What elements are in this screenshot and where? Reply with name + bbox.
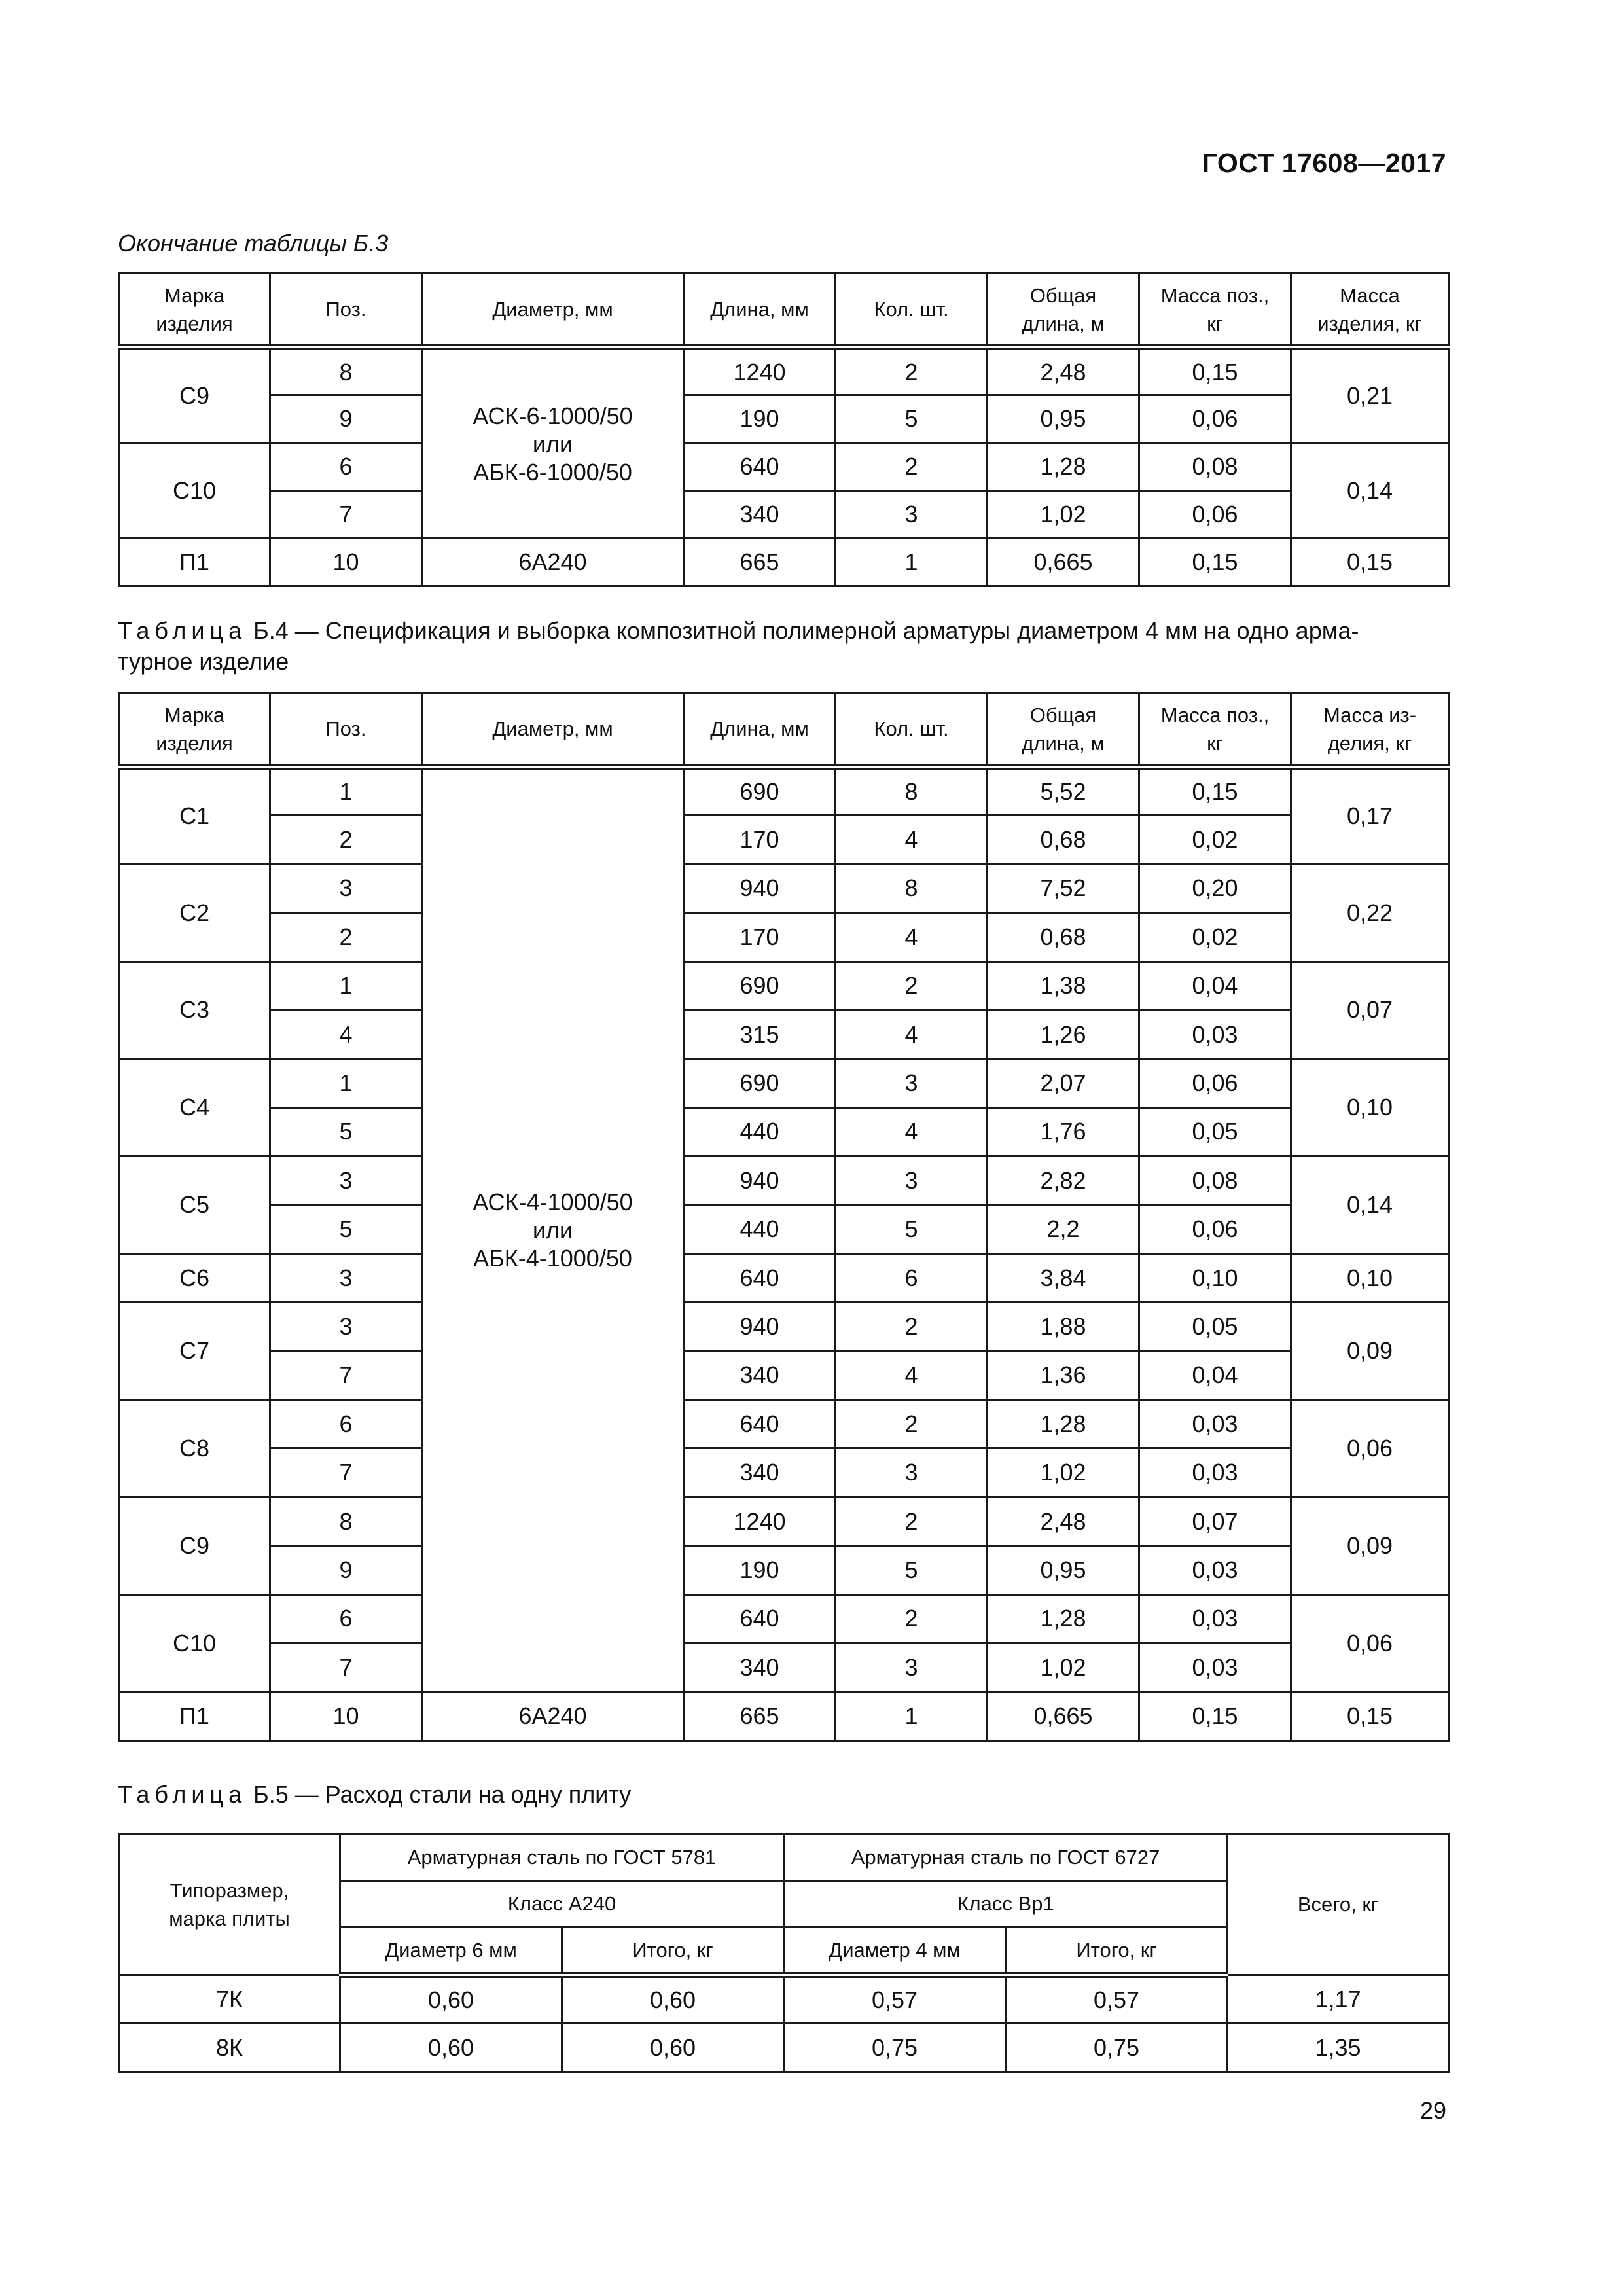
header-total: Всего, кг (1228, 1834, 1449, 1975)
item-mark-cell: С9 (119, 1497, 270, 1594)
table-b3 (118, 272, 1450, 587)
quantity-cell: 3 (836, 1157, 988, 1205)
table-row (119, 767, 1449, 816)
total-length-cell: 1,28 (988, 1594, 1139, 1643)
total-length-cell: 5,52 (988, 767, 1139, 816)
quantity-cell: 3 (836, 1643, 988, 1692)
position-cell: 10 (270, 539, 422, 586)
item-mark-cell: С2 (119, 864, 270, 961)
column-header: Масса из- делия, кг (1291, 693, 1449, 767)
total-length-cell: 1,02 (988, 1448, 1139, 1497)
position-cell: 7 (270, 1351, 422, 1399)
position-mass-cell: 0,03 (1139, 1546, 1291, 1594)
length-cell: 665 (684, 539, 836, 586)
item-mark-cell: С9 (119, 348, 270, 443)
column-header: Кол. шт. (836, 274, 988, 348)
item-mass-cell: 0,21 (1291, 348, 1449, 443)
total-length-cell: 0,68 (988, 816, 1139, 864)
item-mass-cell: 0,15 (1291, 539, 1449, 586)
total-length-cell: 2,07 (988, 1059, 1139, 1107)
position-mass-cell: 0,03 (1139, 1643, 1291, 1692)
quantity-cell: 8 (836, 767, 988, 816)
column-header: Масса изделия, кг (1291, 274, 1449, 348)
length-cell: 940 (684, 1302, 836, 1351)
item-mass-cell: 0,07 (1291, 961, 1449, 1059)
diameter-4-cell: 0,57 (784, 1975, 1006, 2024)
table-b4 (118, 692, 1450, 1742)
table-row (119, 1400, 1449, 1448)
length-cell: 940 (684, 1157, 836, 1205)
length-cell: 440 (684, 1205, 836, 1253)
quantity-cell: 5 (836, 1546, 988, 1594)
length-cell: 340 (684, 1351, 836, 1399)
table-row (119, 443, 1449, 491)
length-cell: 640 (684, 443, 836, 491)
quantity-cell: 2 (836, 1497, 988, 1545)
table-row (119, 1107, 1449, 1156)
total-length-cell: 1,36 (988, 1351, 1139, 1399)
column-header: Общая длина, м (988, 274, 1139, 348)
column-header: Масса поз., кг (1139, 274, 1291, 348)
item-mass-cell: 0,17 (1291, 767, 1449, 865)
table-row (119, 1975, 1449, 2024)
length-cell: 190 (684, 1546, 836, 1594)
item-mark-cell: С4 (119, 1059, 270, 1157)
diameter-cell: АСК-4-1000/50 или АБК-4-1000/50 (422, 767, 684, 1692)
position-mass-cell: 0,07 (1139, 1497, 1291, 1545)
length-cell: 1240 (684, 348, 836, 395)
table-row (119, 1010, 1449, 1058)
total-length-cell: 1,38 (988, 961, 1139, 1010)
table-row (119, 1497, 1449, 1545)
length-cell: 190 (684, 395, 836, 443)
item-mark-cell: С8 (119, 1400, 270, 1498)
position-mass-cell: 0,08 (1139, 443, 1291, 491)
position-mass-cell: 0,15 (1139, 539, 1291, 586)
column-header: Длина, мм (684, 693, 836, 767)
quantity-cell: 4 (836, 1107, 988, 1156)
total-length-cell: 2,48 (988, 348, 1139, 395)
quantity-cell: 4 (836, 913, 988, 961)
position-mass-cell: 0,03 (1139, 1448, 1291, 1497)
total-length-cell: 0,665 (988, 539, 1139, 586)
length-cell: 690 (684, 961, 836, 1010)
position-mass-cell: 0,05 (1139, 1302, 1291, 1351)
position-cell: 5 (270, 1205, 422, 1253)
item-mark-cell: С10 (119, 1594, 270, 1692)
total-length-cell: 1,02 (988, 491, 1139, 539)
position-mass-cell: 0,08 (1139, 1157, 1291, 1205)
length-cell: 940 (684, 864, 836, 912)
position-cell: 9 (270, 395, 422, 443)
table-row (119, 1643, 1449, 1692)
item-mass-cell: 0,14 (1291, 443, 1449, 539)
item-mark-cell: С5 (119, 1157, 270, 1254)
position-cell: 7 (270, 491, 422, 539)
position-cell: 2 (270, 816, 422, 864)
item-mark-cell: С1 (119, 767, 270, 865)
quantity-cell: 3 (836, 1448, 988, 1497)
header-size: Типоразмер, марка плиты (119, 1834, 340, 1975)
item-mass-cell: 0,06 (1291, 1594, 1449, 1692)
subtotal-2-cell: 0,75 (1006, 2024, 1228, 2072)
quantity-cell: 3 (836, 1059, 988, 1107)
position-mass-cell: 0,06 (1139, 1059, 1291, 1107)
quantity-cell: 3 (836, 491, 988, 539)
position-cell: 8 (270, 1497, 422, 1545)
quantity-cell: 1 (836, 539, 988, 586)
table-row (119, 1302, 1449, 1351)
length-cell: 340 (684, 491, 836, 539)
diameter-cell: АСК-6-1000/50 или АБК-6-1000/50 (422, 348, 684, 539)
item-mass-cell: 0,14 (1291, 1157, 1449, 1254)
subtotal-1-cell: 0,60 (562, 1975, 784, 2024)
total-cell: 1,35 (1228, 2024, 1449, 2072)
total-length-cell: 1,28 (988, 1400, 1139, 1448)
column-header: Кол. шт. (836, 693, 988, 767)
table-row (119, 395, 1449, 443)
caption-title: Б.4 — Спецификация и выборка композитной полимерной арматуры диаметром 4 мм на одно арма- турное изделие (118, 617, 1359, 675)
item-mass-cell: 0,10 (1291, 1253, 1449, 1302)
table-row (119, 491, 1449, 539)
item-mark-cell: П1 (119, 539, 270, 586)
length-cell: 640 (684, 1594, 836, 1643)
table-row (119, 1594, 1449, 1643)
position-cell: 10 (270, 1692, 422, 1740)
table-row (119, 1253, 1449, 1302)
position-cell: 7 (270, 1448, 422, 1497)
diameter-6-cell: 0,60 (340, 1975, 562, 2024)
item-mass-cell: 0,06 (1291, 1400, 1449, 1498)
table-row (119, 2024, 1449, 2072)
column-header: Поз. (270, 693, 422, 767)
total-length-cell: 1,88 (988, 1302, 1139, 1351)
column-header: Масса поз., кг (1139, 693, 1291, 767)
total-cell: 1,17 (1228, 1975, 1449, 2024)
position-cell: 4 (270, 1010, 422, 1058)
item-mass-cell: 0,10 (1291, 1059, 1449, 1157)
column-header: Диаметр, мм (422, 693, 684, 767)
table-row (119, 913, 1449, 961)
slab-mark-cell: 8К (119, 2024, 340, 2072)
length-cell: 440 (684, 1107, 836, 1156)
column-header: Длина, мм (684, 274, 836, 348)
column-header: Марка изделия (119, 274, 270, 348)
quantity-cell: 5 (836, 395, 988, 443)
document-header: ГОСТ 17608—2017 (1202, 148, 1446, 178)
quantity-cell: 4 (836, 816, 988, 864)
subtotal-1-cell: 0,60 (562, 2024, 784, 2072)
total-length-cell: 2,2 (988, 1205, 1139, 1253)
table-row (119, 1059, 1449, 1107)
position-mass-cell: 0,15 (1139, 348, 1291, 395)
total-length-cell: 7,52 (988, 864, 1139, 912)
quantity-cell: 5 (836, 1205, 988, 1253)
column-header: Общая длина, м (988, 693, 1139, 767)
diameter-6-cell: 0,60 (340, 2024, 562, 2072)
position-mass-cell: 0,02 (1139, 913, 1291, 961)
position-cell: 3 (270, 1253, 422, 1302)
position-mass-cell: 0,04 (1139, 961, 1291, 1010)
quantity-cell: 4 (836, 1010, 988, 1058)
position-mass-cell: 0,04 (1139, 1351, 1291, 1399)
item-mass-cell: 0,22 (1291, 864, 1449, 961)
quantity-cell: 6 (836, 1253, 988, 1302)
quantity-cell: 1 (836, 1692, 988, 1740)
length-cell: 315 (684, 1010, 836, 1058)
position-cell: 7 (270, 1643, 422, 1692)
total-length-cell: 0,95 (988, 1546, 1139, 1594)
position-mass-cell: 0,03 (1139, 1594, 1291, 1643)
position-cell: 3 (270, 1302, 422, 1351)
header-diameter-4: Диаметр 4 мм (784, 1927, 1006, 1975)
position-cell: 3 (270, 1157, 422, 1205)
table-row (119, 816, 1449, 864)
item-mass-cell: 0,15 (1291, 1692, 1449, 1740)
length-cell: 690 (684, 767, 836, 816)
position-cell: 1 (270, 1059, 422, 1107)
length-cell: 170 (684, 913, 836, 961)
position-mass-cell: 0,15 (1139, 767, 1291, 816)
header-steel-gost5781: Арматурная сталь по ГОСТ 5781 (340, 1834, 784, 1881)
position-cell: 3 (270, 864, 422, 912)
item-mark-cell: С10 (119, 443, 270, 539)
table-row (119, 1157, 1449, 1205)
header-subtotal-1: Итого, кг (562, 1927, 784, 1975)
position-mass-cell: 0,10 (1139, 1253, 1291, 1302)
position-mass-cell: 0,20 (1139, 864, 1291, 912)
total-length-cell: 2,48 (988, 1497, 1139, 1545)
quantity-cell: 2 (836, 1400, 988, 1448)
header-class-a240: Класс А240 (340, 1881, 784, 1927)
length-cell: 340 (684, 1643, 836, 1692)
column-header: Диаметр, мм (422, 274, 684, 348)
position-cell: 6 (270, 1594, 422, 1643)
item-mass-cell: 0,09 (1291, 1302, 1449, 1400)
position-mass-cell: 0,15 (1139, 1692, 1291, 1740)
quantity-cell: 8 (836, 864, 988, 912)
position-cell: 2 (270, 913, 422, 961)
quantity-cell: 4 (836, 1351, 988, 1399)
table-row (119, 1546, 1449, 1594)
quantity-cell: 2 (836, 443, 988, 491)
diameter-cell: 6А240 (422, 1692, 684, 1740)
total-length-cell: 1,26 (988, 1010, 1139, 1058)
header-subtotal-2: Итого, кг (1006, 1927, 1228, 1975)
table-row (119, 348, 1449, 395)
page-number: 29 (1419, 2097, 1446, 2124)
position-cell: 6 (270, 1400, 422, 1448)
position-cell: 1 (270, 961, 422, 1010)
table-row (119, 1205, 1449, 1253)
table-row (119, 1448, 1449, 1497)
length-cell: 170 (684, 816, 836, 864)
position-cell: 5 (270, 1107, 422, 1156)
position-cell: 8 (270, 348, 422, 395)
length-cell: 640 (684, 1400, 836, 1448)
quantity-cell: 2 (836, 961, 988, 1010)
column-header: Марка изделия (119, 693, 270, 767)
header-steel-gost6727: Арматурная сталь по ГОСТ 6727 (784, 1834, 1228, 1881)
position-mass-cell: 0,02 (1139, 816, 1291, 864)
length-cell: 1240 (684, 1497, 836, 1545)
caption-label: Таблица (118, 1781, 247, 1808)
table-row (119, 864, 1449, 912)
position-mass-cell: 0,06 (1139, 1205, 1291, 1253)
subtotal-2-cell: 0,57 (1006, 1975, 1228, 2024)
slab-mark-cell: 7К (119, 1975, 340, 2024)
diameter-cell: 6А240 (422, 539, 684, 586)
item-mark-cell: С6 (119, 1253, 270, 1302)
table-b5-caption (118, 1779, 1446, 1810)
table-b3-caption: Окончание таблицы Б.3 (118, 230, 389, 257)
table-row (119, 1692, 1449, 1740)
total-length-cell: 3,84 (988, 1253, 1139, 1302)
position-cell: 1 (270, 767, 422, 816)
column-header: Поз. (270, 274, 422, 348)
total-length-cell: 1,28 (988, 443, 1139, 491)
position-cell: 6 (270, 443, 422, 491)
length-cell: 640 (684, 1253, 836, 1302)
caption-title: Б.5 — Расход стали на одну плиту (247, 1781, 632, 1808)
position-mass-cell: 0,06 (1139, 395, 1291, 443)
quantity-cell: 2 (836, 1594, 988, 1643)
item-mark-cell: С7 (119, 1302, 270, 1400)
position-mass-cell: 0,06 (1139, 491, 1291, 539)
item-mark-cell: С3 (119, 961, 270, 1059)
total-length-cell: 1,76 (988, 1107, 1139, 1156)
total-length-cell: 0,95 (988, 395, 1139, 443)
total-length-cell: 1,02 (988, 1643, 1139, 1692)
position-cell: 9 (270, 1546, 422, 1594)
quantity-cell: 2 (836, 1302, 988, 1351)
table-row (119, 539, 1449, 586)
diameter-4-cell: 0,75 (784, 2024, 1006, 2072)
header-diameter-6: Диаметр 6 мм (340, 1927, 562, 1975)
length-cell: 690 (684, 1059, 836, 1107)
length-cell: 665 (684, 1692, 836, 1740)
table-b5 (118, 1833, 1450, 2073)
table-row (119, 1351, 1449, 1399)
position-mass-cell: 0,03 (1139, 1400, 1291, 1448)
caption-label: Таблица (118, 617, 247, 644)
length-cell: 340 (684, 1448, 836, 1497)
position-mass-cell: 0,03 (1139, 1010, 1291, 1058)
table-b4-caption (118, 615, 1446, 677)
position-mass-cell: 0,05 (1139, 1107, 1291, 1156)
quantity-cell: 2 (836, 348, 988, 395)
table-row (119, 961, 1449, 1010)
item-mass-cell: 0,09 (1291, 1497, 1449, 1594)
total-length-cell: 0,665 (988, 1692, 1139, 1740)
total-length-cell: 2,82 (988, 1157, 1139, 1205)
item-mark-cell: П1 (119, 1692, 270, 1740)
header-class-vr1: Класс Вр1 (784, 1881, 1228, 1927)
total-length-cell: 0,68 (988, 913, 1139, 961)
